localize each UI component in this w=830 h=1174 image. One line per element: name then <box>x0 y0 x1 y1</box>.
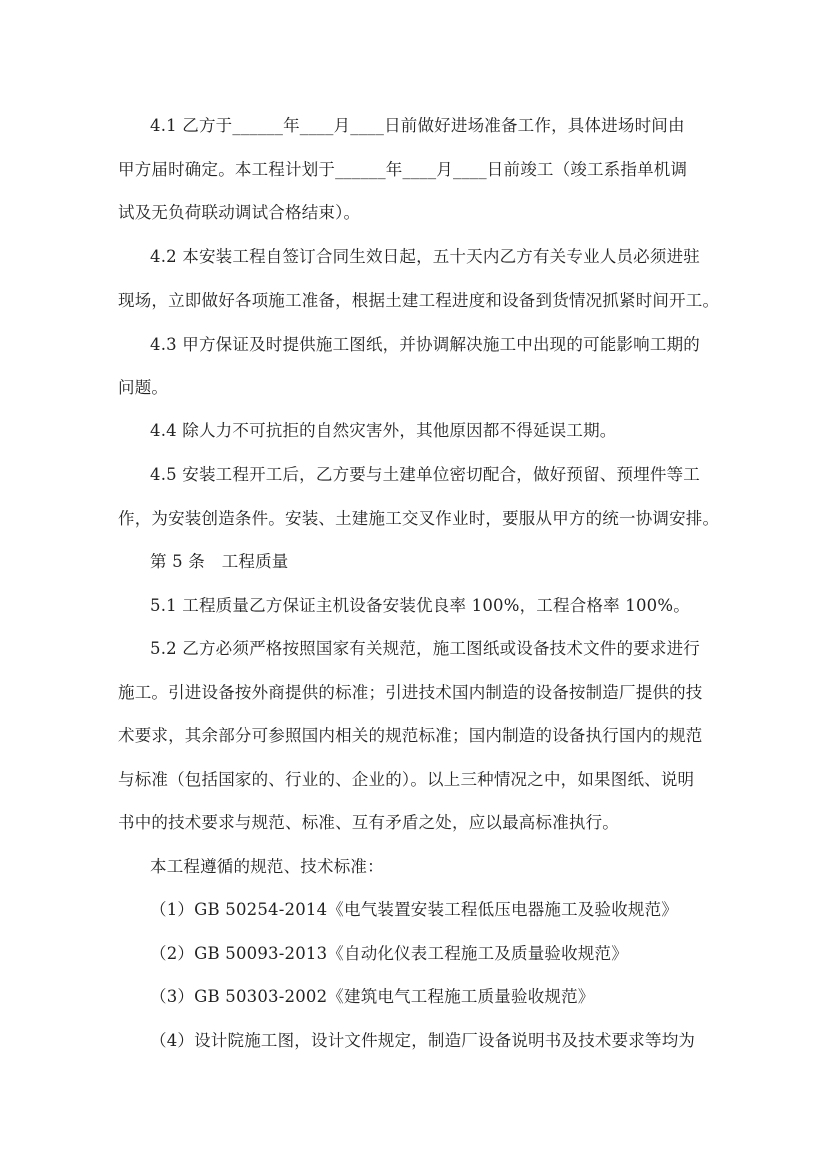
text-line: 甲方届时确定。本工程计划于______年____月____日前竣工（竣工系指单机调 <box>118 160 688 179</box>
text-line: 4.1 乙方于______年____月____日前做好进场准备工作，具体进场时间由 <box>150 116 685 135</box>
text-line: （2）GB 50093-2013《自动化仪表工程施工及质量验收规范》 <box>150 944 628 963</box>
text-line: 4.4 除人力不可抗拒的自然灾害外，其他原因都不得延误工期。 <box>150 421 617 440</box>
text-line: （3）GB 50303-2002《建筑电气工程施工质量验收规范》 <box>150 987 595 1006</box>
text-line: （4）设计院施工图，设计文件规定，制造厂设备说明书及技术要求等均为 <box>150 1031 696 1050</box>
text-line: （1）GB 50254-2014《电气装置安装工程低压电器施工及验收规范》 <box>150 900 679 919</box>
text-line: 施工。引进设备按外商提供的标准；引进技术国内制造的设备按制造厂提供的技 <box>118 683 703 702</box>
text-line: 问题。 <box>118 378 169 397</box>
text-line: 4.2 本安装工程自签订合同生效日起，五十天内乙方有关专业人员必须进驻 <box>150 247 700 266</box>
text-line: 4.3 甲方保证及时提供施工图纸，并协调解决施工中出现的可能影响工期的 <box>150 335 700 354</box>
text-line: 试及无负荷联动调试合格结束）。 <box>118 203 361 222</box>
text-line: 本工程遵循的规范、技术标准： <box>150 857 384 876</box>
text-line: 5.1 工程质量乙方保证主机设备安装优良率 100%，工程合格率 100%。 <box>150 596 690 615</box>
text-line: 5.2 乙方必须严格按照国家有关规范，施工图纸或设备技术文件的要求进行 <box>150 639 700 658</box>
text-line: 与标准（包括国家的、行业的、企业的）。以上三种情况之中，如果图纸、说明 <box>118 770 695 789</box>
text-line: 现场，立即做好各项施工准备，根据土建工程进度和设备到货情况抓紧时间开工。 <box>118 291 720 310</box>
text-line: 第 5 条 工程质量 <box>150 552 289 571</box>
text-line: 书中的技术要求与规范、标准、互有矛盾之处，应以最高标准执行。 <box>118 813 619 832</box>
text-line: 术要求，其余部分可参照国内相关的规范标准；国内制造的设备执行国内的规范 <box>118 726 703 745</box>
text-line: 4.5 安装工程开工后，乙方要与土建单位密切配合，做好预留、预埋件等工 <box>150 465 700 484</box>
text-line: 作，为安装创造条件。安装、土建施工交叉作业时，要服从甲方的统一协调安排。 <box>118 509 720 528</box>
